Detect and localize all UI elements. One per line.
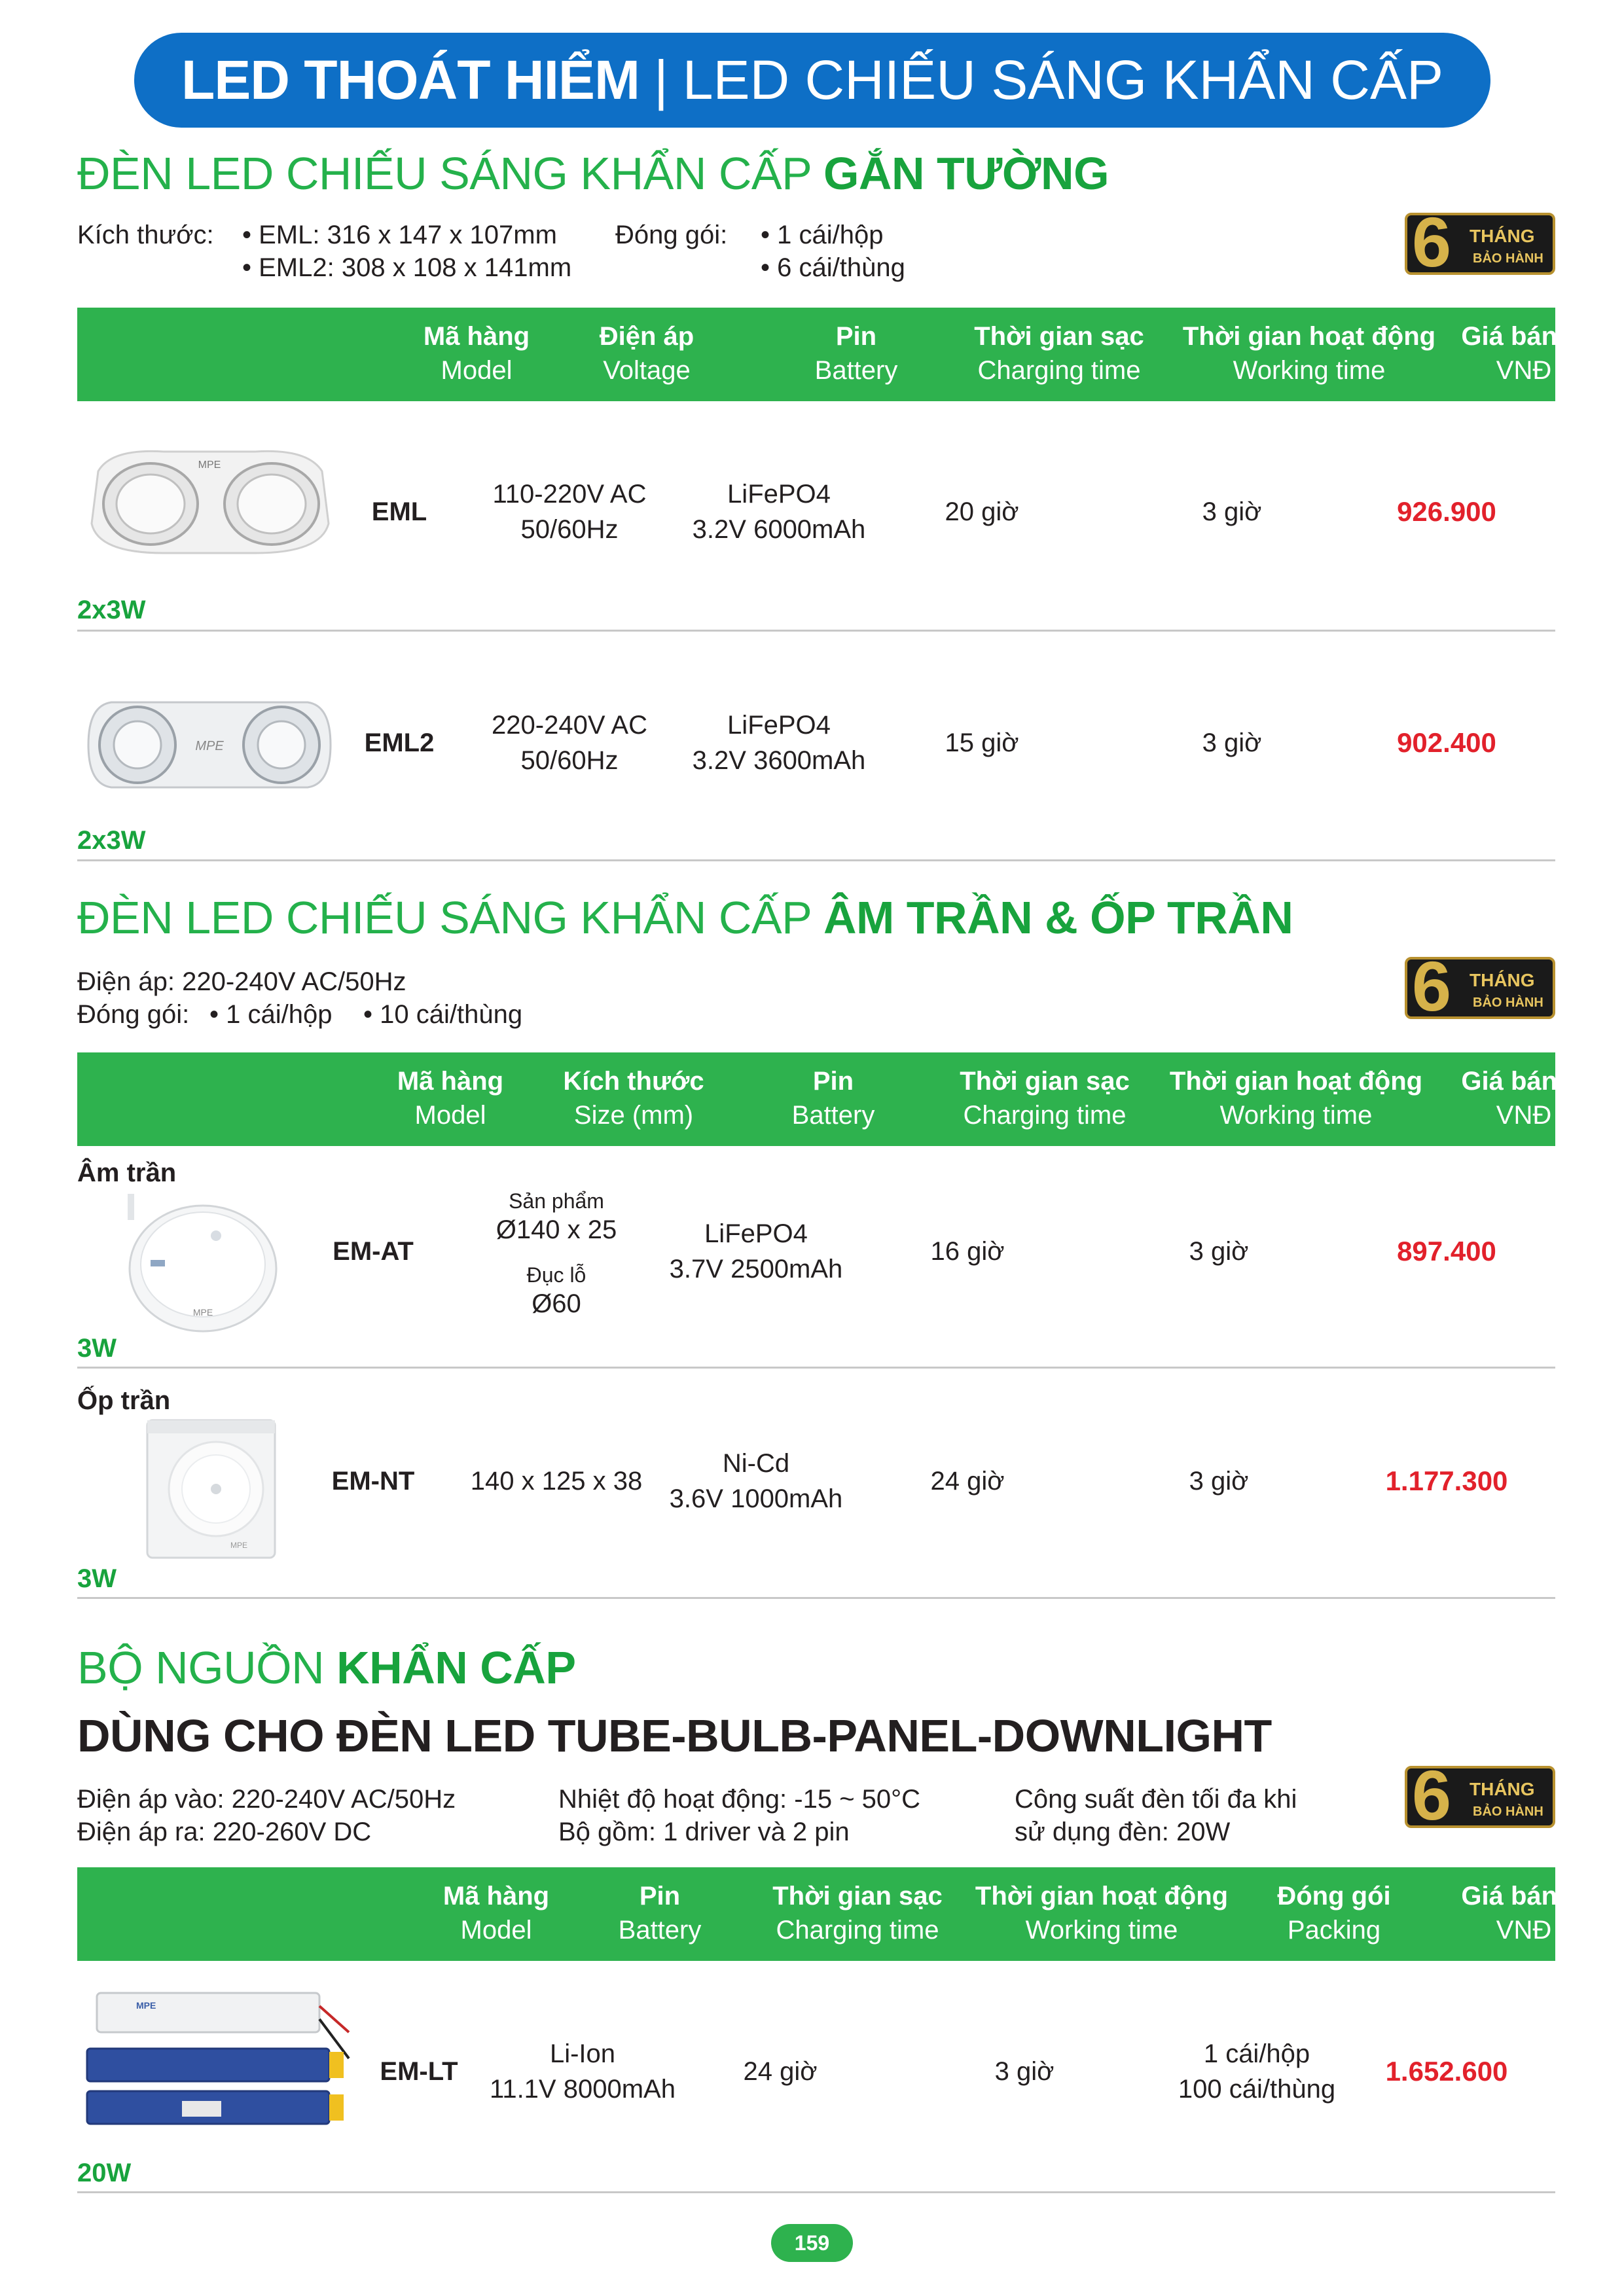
s2-row2-working: 3 giờ — [1189, 1467, 1249, 1496]
section3-info-3a: Công suất đèn tối đa khi — [1015, 1785, 1297, 1814]
warranty-number: 6 — [1411, 202, 1452, 281]
s3-th-battery: Pin Battery — [618, 1882, 702, 1945]
s1-row1-voltage2: 50/60Hz — [520, 515, 619, 544]
s2-row2-label: Ốp trần — [77, 1386, 171, 1415]
row-divider — [77, 1597, 1555, 1599]
s2-row1-size1: Ø140 x 25 — [496, 1215, 617, 1244]
s2-row2-watt: 3W — [77, 1564, 117, 1593]
header-banner — [134, 33, 1490, 128]
header-separator: | — [653, 49, 668, 111]
section3-info-1a: Điện áp vào: 220-240V AC/50Hz — [77, 1785, 456, 1814]
s3-row1-packing1: 1 cái/hộp — [1203, 2039, 1310, 2068]
s1-row2-battery2: 3.2V 3600mAh — [692, 746, 866, 775]
s2-row1-label: Âm trần — [77, 1158, 177, 1187]
section1-size-1: • EML: 316 x 147 x 107mm — [242, 221, 557, 249]
section2-title-regular: ĐÈN LED CHIẾU SÁNG KHẨN CẤP — [77, 892, 812, 943]
row-divider — [77, 859, 1555, 861]
warranty-badge — [1405, 202, 1555, 281]
section1-title — [77, 147, 1109, 200]
product-brand-eml2: MPE — [195, 739, 224, 753]
s1-row1-working: 3 giờ — [1202, 497, 1262, 526]
header-title-bold: LED THOÁT HIỂM — [181, 49, 640, 111]
s1-row2-battery1: LiFePO4 — [727, 711, 831, 740]
section2-title-bold: ÂM TRẦN & ỐP TRẦN — [823, 892, 1293, 943]
product-image-eml — [85, 445, 334, 560]
s2-row2-battery1: Ni-Cd — [722, 1449, 790, 1478]
s2-th-size: Kích thước Size (mm) — [563, 1067, 704, 1130]
s1-th-model: Mã hàng Model — [423, 322, 530, 385]
row-divider — [77, 2191, 1555, 2193]
s1-row1-battery2: 3.2V 6000mAh — [692, 515, 866, 544]
section1-title-bold: GẮN TƯỜNG — [823, 148, 1110, 199]
s2-row1-battery1: LiFePO4 — [704, 1219, 808, 1248]
product-image-em-at — [118, 1191, 281, 1335]
s1-th-price: Giá bán lẻ VNĐ — [1461, 322, 1587, 385]
section1-size-2: • EML2: 308 x 108 x 141mm — [242, 253, 572, 282]
s3-row1-battery2: 11.1V 8000mAh — [490, 2075, 676, 2104]
s2-row1-size-label1: Sản phẩm — [509, 1189, 604, 1213]
section3-info-2b: Bộ gồm: 1 driver và 2 pin — [558, 1818, 850, 1846]
section3-table-header — [77, 1867, 1587, 1961]
s1-row1-charging: 20 giờ — [945, 497, 1019, 526]
product-brand-eml: MPE — [198, 459, 221, 471]
s3-th-model: Mã hàng Model — [442, 1882, 550, 1945]
s2-row1-battery2: 3.7V 2500mAh — [669, 1255, 843, 1283]
warranty-number: 6 — [1411, 946, 1452, 1026]
section2-pack-label: Đóng gói: — [77, 1000, 190, 1029]
section3-info-2a: Nhiệt độ hoạt động: -15 ~ 50°C — [558, 1785, 921, 1814]
s1-row1-watt: 2x3W — [77, 596, 146, 624]
s2-row2-battery2: 3.6V 1000mAh — [669, 1484, 843, 1513]
s3-row1-packing2: 100 cái/thùng — [1178, 2075, 1336, 2104]
s3-row1-charging: 24 giờ — [743, 2057, 818, 2086]
s3-row1-model: EM-LT — [380, 2057, 458, 2086]
section3-title-bold: KHẨN CẤP — [336, 1642, 576, 1693]
section2-pack-2: • 10 cái/thùng — [363, 1000, 523, 1029]
s3-th-charging: Thời gian sạc Charging time — [772, 1882, 943, 1945]
s1-th-working: Thời gian hoạt động Working time — [1182, 322, 1436, 385]
product-image-eml2 — [85, 692, 334, 797]
s1-row1-battery1: LiFePO4 — [727, 480, 831, 509]
section2-voltage: Điện áp: 220-240V AC/50Hz — [77, 967, 406, 996]
warranty-line2: BẢO HÀNH — [1473, 251, 1543, 266]
page-number: 159 — [771, 2224, 853, 2262]
s2-row1-size-label2: Đục lỗ — [526, 1263, 586, 1287]
section3-title-regular: BỘ NGUỒN — [77, 1642, 325, 1693]
s2-th-price: Giá bán lẻ VNĐ — [1461, 1067, 1587, 1130]
product-brand-em-lt: MPE — [136, 2000, 156, 2011]
s2-th-charging: Thời gian sạc Charging time — [960, 1067, 1130, 1130]
section3-subtitle: DÙNG CHO ĐÈN LED TUBE-BULB-PANEL-DOWNLIGHT — [77, 1710, 1272, 1761]
product-brand-em-nt: MPE — [230, 1541, 248, 1550]
s2-row2-charging: 24 giờ — [930, 1467, 1005, 1496]
section1-pack-1: • 1 cái/hộp — [761, 221, 884, 249]
section1-pack-label: Đóng gói: — [615, 221, 728, 249]
section3-info-1b: Điện áp ra: 220-260V DC — [77, 1818, 372, 1846]
section2-pack-1: • 1 cái/hộp — [209, 1000, 333, 1029]
s2-row1-size2: Ø60 — [532, 1289, 581, 1318]
row-divider — [77, 630, 1555, 632]
s2-row1-watt: 3W — [77, 1334, 117, 1363]
s2-row1-charging: 16 giờ — [930, 1237, 1005, 1266]
s1-row1-model: EML — [371, 497, 427, 526]
s1-th-charging: Thời gian sạc Charging time — [974, 322, 1144, 385]
s3-row1-working: 3 giờ — [994, 2057, 1055, 2086]
s3-row1-watt: 20W — [77, 2159, 132, 2187]
s2-row2-size: 140 x 125 x 38 — [470, 1467, 643, 1496]
s2-th-working: Thời gian hoạt động Working time — [1169, 1067, 1423, 1130]
s1-th-voltage: Điện áp Voltage — [599, 322, 695, 385]
section3-info-3b: sử dụng đèn: 20W — [1015, 1818, 1231, 1846]
s3-th-packing: Đóng gói Packing — [1277, 1882, 1391, 1945]
s2-th-battery: Pin Battery — [791, 1067, 875, 1130]
warranty-number: 6 — [1411, 1755, 1452, 1835]
warranty-line1: THÁNG — [1470, 1779, 1535, 1799]
row-divider — [77, 1367, 1555, 1369]
product-brand-em-at: MPE — [192, 1307, 213, 1318]
s1-row2-voltage2: 50/60Hz — [520, 746, 619, 775]
product-image-em-nt — [141, 1417, 281, 1564]
warranty-line2: BẢO HÀNH — [1473, 996, 1543, 1010]
s1-row1-voltage1: 110-220V AC — [492, 480, 647, 509]
s1-row2-charging: 15 giờ — [945, 728, 1019, 757]
section3-title — [77, 1641, 576, 1694]
section1-title-regular: ĐÈN LED CHIẾU SÁNG KHẨN CẤP — [77, 148, 812, 199]
section1-pack-2: • 6 cái/thùng — [761, 253, 905, 282]
warranty-badge — [1405, 1755, 1555, 1835]
section2-title — [77, 891, 1293, 944]
s2-row1-working: 3 giờ — [1189, 1237, 1249, 1266]
s2-row2-model: EM-NT — [331, 1467, 415, 1496]
section1-size-label: Kích thước: — [77, 221, 214, 249]
s1-row2-watt: 2x3W — [77, 826, 146, 855]
warranty-line2: BẢO HÀNH — [1473, 1804, 1543, 1819]
section2-table-header — [77, 1052, 1587, 1146]
s2-row1-model: EM-AT — [333, 1237, 414, 1266]
warranty-line1: THÁNG — [1470, 226, 1535, 246]
s1-row2-model: EML2 — [364, 728, 435, 757]
s2-th-model: Mã hàng Model — [397, 1067, 504, 1130]
s1-row2-working: 3 giờ — [1202, 728, 1262, 757]
section1-table-header — [77, 308, 1587, 401]
s2-row2-price: 1.177.300 — [1385, 1465, 1508, 1496]
warranty-line1: THÁNG — [1470, 970, 1535, 990]
s3-th-price: Giá bán lẻ VNĐ — [1461, 1882, 1587, 1945]
s1-row2-price: 902.400 — [1397, 727, 1496, 758]
s2-row1-price: 897.400 — [1397, 1236, 1496, 1266]
s3-row1-battery1: Li-Ion — [549, 2039, 616, 2068]
s3-row1-price: 1.652.600 — [1385, 2056, 1508, 2087]
s1-row2-voltage1: 220-240V AC — [492, 711, 647, 740]
s3-th-working: Thời gian hoạt động Working time — [975, 1882, 1229, 1945]
product-image-em-lt — [77, 1986, 352, 2137]
s1-row1-price: 926.900 — [1397, 496, 1496, 527]
warranty-badge — [1405, 946, 1555, 1026]
header-title-regular: LED CHIẾU SÁNG KHẨN CẤP — [682, 49, 1444, 111]
s1-th-battery: Pin Battery — [814, 322, 898, 385]
